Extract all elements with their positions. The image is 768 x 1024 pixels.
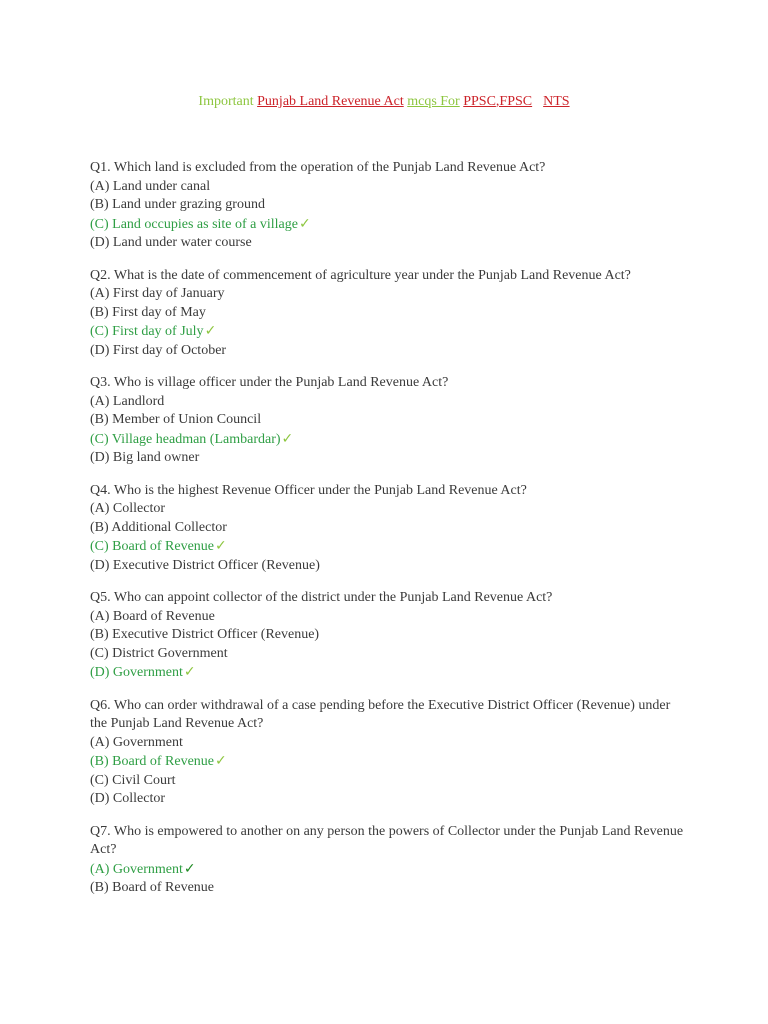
checkmark-icon: ✓ <box>298 215 311 232</box>
option-label: (D) Government <box>90 665 183 680</box>
answer-option <box>90 449 690 468</box>
title-nts-link[interactable]: NTS <box>543 94 570 109</box>
option-label: (D) Collector <box>90 791 166 806</box>
question-text: Q5. Who can appoint collector of the district under the Punjab Land Revenue Act? <box>90 590 553 605</box>
answer-option-correct <box>90 663 690 683</box>
option-label: (C) Civil Court <box>90 772 176 788</box>
checkmark-icon: ✓ <box>183 664 196 680</box>
question-text: Q6. Who can order withdrawal of a case pending before the Executive District Officer (Revenue) under the Punjab Land Revenue Act? <box>90 697 671 731</box>
question-text: Q7. Who is empowered to another on any person the powers of Collector under the Punjab Land Revenue Act? <box>90 823 684 857</box>
answer-option <box>90 879 690 898</box>
question-block <box>90 823 690 898</box>
answer-option <box>90 342 690 361</box>
option-label: (A) Landlord <box>90 393 165 409</box>
option-label: (C) Board of Revenue <box>90 539 215 554</box>
option-label: (C) Land occupies as site of a village <box>90 216 298 232</box>
answer-option <box>90 608 690 627</box>
answer-option <box>90 519 690 538</box>
option-label: (D) Executive District Officer (Revenue) <box>90 557 320 573</box>
question-text: Q1. Which land is excluded from the operation of the Punjab Land Revenue Act? <box>90 160 546 175</box>
option-label: (C) First day of July <box>90 324 204 339</box>
answer-option <box>90 772 690 791</box>
option-label: (B) First day of May <box>90 304 206 320</box>
answer-option <box>90 411 690 430</box>
answer-option <box>90 178 690 197</box>
question-text: Q4. Who is the highest Revenue Officer under the Punjab Land Revenue Act? <box>90 482 527 498</box>
answer-option-correct <box>90 215 690 235</box>
option-label: (B) Board of Revenue <box>90 754 215 769</box>
option-label: (C) Village headman (Lambardar) <box>90 431 281 447</box>
question-text: Q2. What is the date of commencement of agriculture year under the Punjab Land Revenue Act? <box>90 267 631 283</box>
checkmark-icon: ✓ <box>204 323 217 339</box>
option-label: (A) Land under canal <box>90 178 211 194</box>
checkmark-icon: ✓ <box>281 430 294 447</box>
answer-option <box>90 734 690 753</box>
answer-option <box>90 626 690 645</box>
question-block <box>90 697 690 809</box>
question-text: Q3. Who is village officer under the Punjab Land Revenue Act? <box>90 375 449 390</box>
answer-option-correct <box>90 752 690 772</box>
option-label: (B) Executive District Officer (Revenue) <box>90 627 320 642</box>
option-label: (B) Additional Collector <box>90 519 227 535</box>
answer-option-correct <box>90 860 690 880</box>
option-label: (A) Board of Revenue <box>90 608 215 624</box>
title-ppsc-link[interactable]: PPSC <box>463 94 496 109</box>
title-act-link[interactable]: Punjab Land Revenue Act <box>257 94 404 109</box>
answer-option <box>90 645 690 664</box>
answer-option <box>90 557 690 576</box>
option-label: (C) District Government <box>90 645 228 661</box>
option-label: (A) Government <box>90 734 183 750</box>
option-label: (B) Board of Revenue <box>90 880 215 895</box>
checkmark-icon: ✓ <box>215 538 227 554</box>
option-label: (D) Land under water course <box>90 235 252 250</box>
answer-option-correct <box>90 430 690 450</box>
question-block <box>90 482 690 576</box>
title-mcqs-link[interactable]: mcqs For <box>407 94 460 109</box>
option-label: (D) Big land owner <box>90 450 200 465</box>
answer-option <box>90 285 690 304</box>
title-fpsc-link[interactable]: ,FPSC <box>495 94 533 109</box>
option-label: (A) Collector <box>90 501 166 516</box>
answer-option <box>90 304 690 323</box>
checkmark-icon: ✓ <box>215 753 227 769</box>
question-block <box>90 267 690 361</box>
option-label: (A) First day of January <box>90 286 225 301</box>
option-label: (B) Member of Union Council <box>90 412 262 427</box>
title-important: Important <box>198 94 254 109</box>
option-label: (D) First day of October <box>90 342 227 358</box>
option-label: (A) Government <box>90 861 183 877</box>
answer-option <box>90 234 690 253</box>
answer-option <box>90 500 690 519</box>
answer-option-correct <box>90 322 690 342</box>
page-title <box>0 93 768 111</box>
question-block <box>90 374 690 468</box>
checkmark-icon: ✓ <box>183 860 196 877</box>
answer-option <box>90 393 690 412</box>
answer-option <box>90 196 690 215</box>
question-list <box>90 159 690 912</box>
answer-option <box>90 790 690 809</box>
option-label: (B) Land under grazing ground <box>90 197 265 212</box>
question-block <box>90 589 690 683</box>
question-block <box>90 159 690 253</box>
answer-option-correct <box>90 537 690 557</box>
